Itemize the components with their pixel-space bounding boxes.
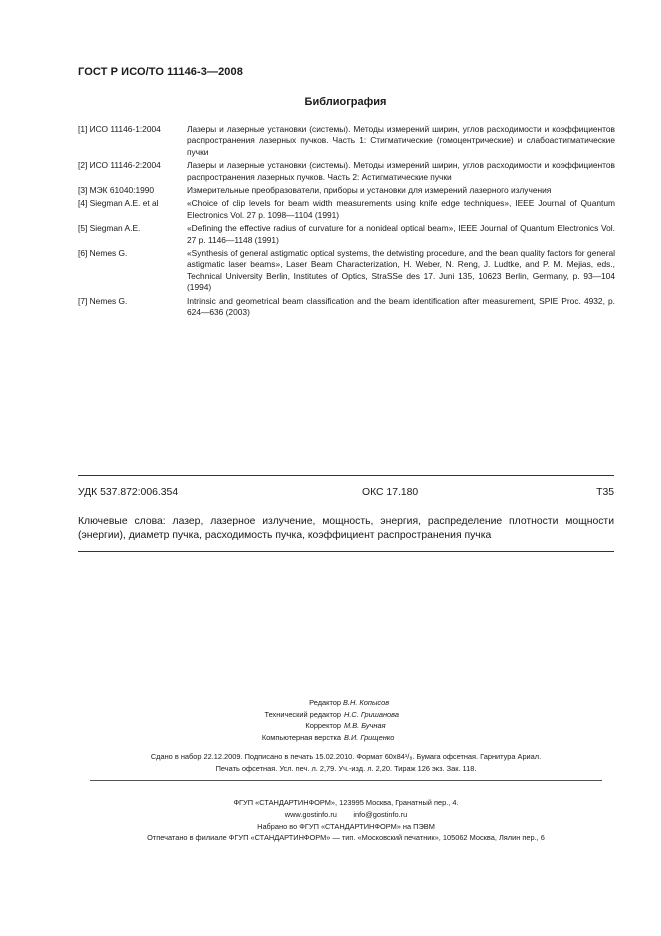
print-info (78, 751, 614, 775)
keywords: Ключевые слова: лазер, лазерное излучение, мощность, энергия, распределение плотности мощности (энергии), диаметр пучка, расходимость пучка, коэффициент распространения пучка (78, 516, 614, 541)
bibliography-entry (78, 198, 615, 221)
entry-text: Лазеры и лазерные установки (системы). Методы измерений ширин, углов расходимости и коэффициентов распространения лазерных пучков. Часть 1: Стигматические (гомоцентрические) и слабоастигматические пучки (187, 124, 615, 157)
credits-block (0, 697, 661, 743)
divider-top (78, 475, 614, 476)
bibliography-heading: Библиография (304, 96, 387, 108)
standard-id: ГОСТ Р ИСО/ТО 11146-3—2008 (78, 66, 243, 78)
entry-text: «Choice of clip levels for beam width measurements using knife edge techniques», IEEE Journal of Quantum Electronics Vol. 27 p. 1098—1104 (1991) (187, 198, 615, 220)
credit-role: Корректор (305, 721, 341, 731)
credit-person: В.Н. Копысов (343, 698, 390, 707)
bibliography-entry (78, 160, 615, 183)
entry-text: «Defining the effective radius of curvature for a nonideal optical beam», IEEE Journal of Quantum Electronics Vol. 27 p. 1146—1148 (1991) (187, 223, 615, 245)
oks-code: ОКС 17.180 (362, 487, 419, 498)
category-code: Т35 (596, 487, 614, 498)
credit-person: В.И. Грищенко (344, 732, 395, 742)
print-info-line: Сдано в набор 22.12.2009. Подписано в печать 15.02.2010. Формат 60x84¹/₈. Бумага офсетная. Гарнитура Ариал. (150, 752, 542, 761)
entry-reference: [6] Nemes G. (78, 248, 128, 259)
publisher-line: Отпечатано в филиале ФГУП «СТАНДАРТИНФОРМ» — тип. «Московский печатник», 105062 Москва, Лялин пер., 6 (147, 833, 545, 843)
bibliography-entry (78, 296, 615, 319)
credit-role: Компьютерная верстка (261, 732, 341, 742)
credit-role: Технический редактор (264, 709, 341, 719)
publisher-line: Набрано во ФГУП «СТАНДАРТИНФОРМ» на ПЭВМ (257, 821, 435, 831)
entry-text: Лазеры и лазерные установки (системы). Методы измерений ширин, углов расходимости и коэффициентов распространения лазерных пучков. Часть 2: Астигматические пучки (187, 160, 615, 182)
credit-role: Редактор (309, 698, 341, 707)
credit-line (0, 720, 661, 732)
bibliography-list (78, 124, 615, 321)
entry-text: «Synthesis of general astigmatic optical systems, the detwisting procedure, and the bean quality factors for general astigmatic laser beams», Laser Beam Characterization, H. Weber, N. Reng, J. Ludtke, and P. M. Mejias, eds., Technical University Berlin, Institutes of Optics, StraSSe des 17. Juni 135, 10623 Berlin, Germany, p. 93—104 (1994) (187, 248, 615, 293)
credit-person: М.В. Бучная (344, 721, 386, 731)
credit-person: Н.С. Гришанова (344, 709, 399, 719)
entry-reference: [7] Nemes G. (78, 295, 128, 306)
bibliography-entry (78, 124, 615, 158)
entry-reference: [3] МЭК 61040:1990 (78, 185, 155, 196)
entry-reference: [1] ИСО 11146-1:2004 (78, 124, 161, 134)
publisher-line: ФГУП «СТАНДАРТИНФОРМ», 123995 Москва, Гранатный пер., 4. (233, 798, 459, 807)
credit-line (0, 709, 661, 721)
divider-bottom (78, 551, 614, 552)
udk-code: УДК 537.872:006.354 (78, 487, 179, 498)
bibliography-entry (78, 223, 615, 246)
credit-line (0, 732, 661, 744)
bibliography-entry (78, 185, 615, 196)
entry-text: Измерительные преобразователи, приборы и установки для измерений лазерного излучения (187, 185, 552, 196)
entry-reference: [2] ИСО 11146-2:2004 (78, 160, 161, 171)
print-info-line: Печать офсетная. Усл. печ. л. 2,79. Уч.-изд. л. 2,20. Тираж 126 экз. Зак. 118. (215, 764, 477, 773)
publisher-info (78, 797, 614, 844)
divider-print (90, 780, 602, 781)
publisher-web: www.gostinfo.ru info@gostinfo.ru (284, 809, 408, 819)
entry-text: Intrinsic and geometrical beam classification and the beam identification after measurement, SPIE Proc. 4932, p. 624—636 (2003) (187, 295, 615, 318)
credit-line (0, 697, 661, 709)
entry-reference: [5] Siegman A.E. (78, 223, 141, 234)
bibliography-entry (78, 248, 615, 294)
entry-reference: [4] Siegman A.E. et al (78, 198, 159, 209)
